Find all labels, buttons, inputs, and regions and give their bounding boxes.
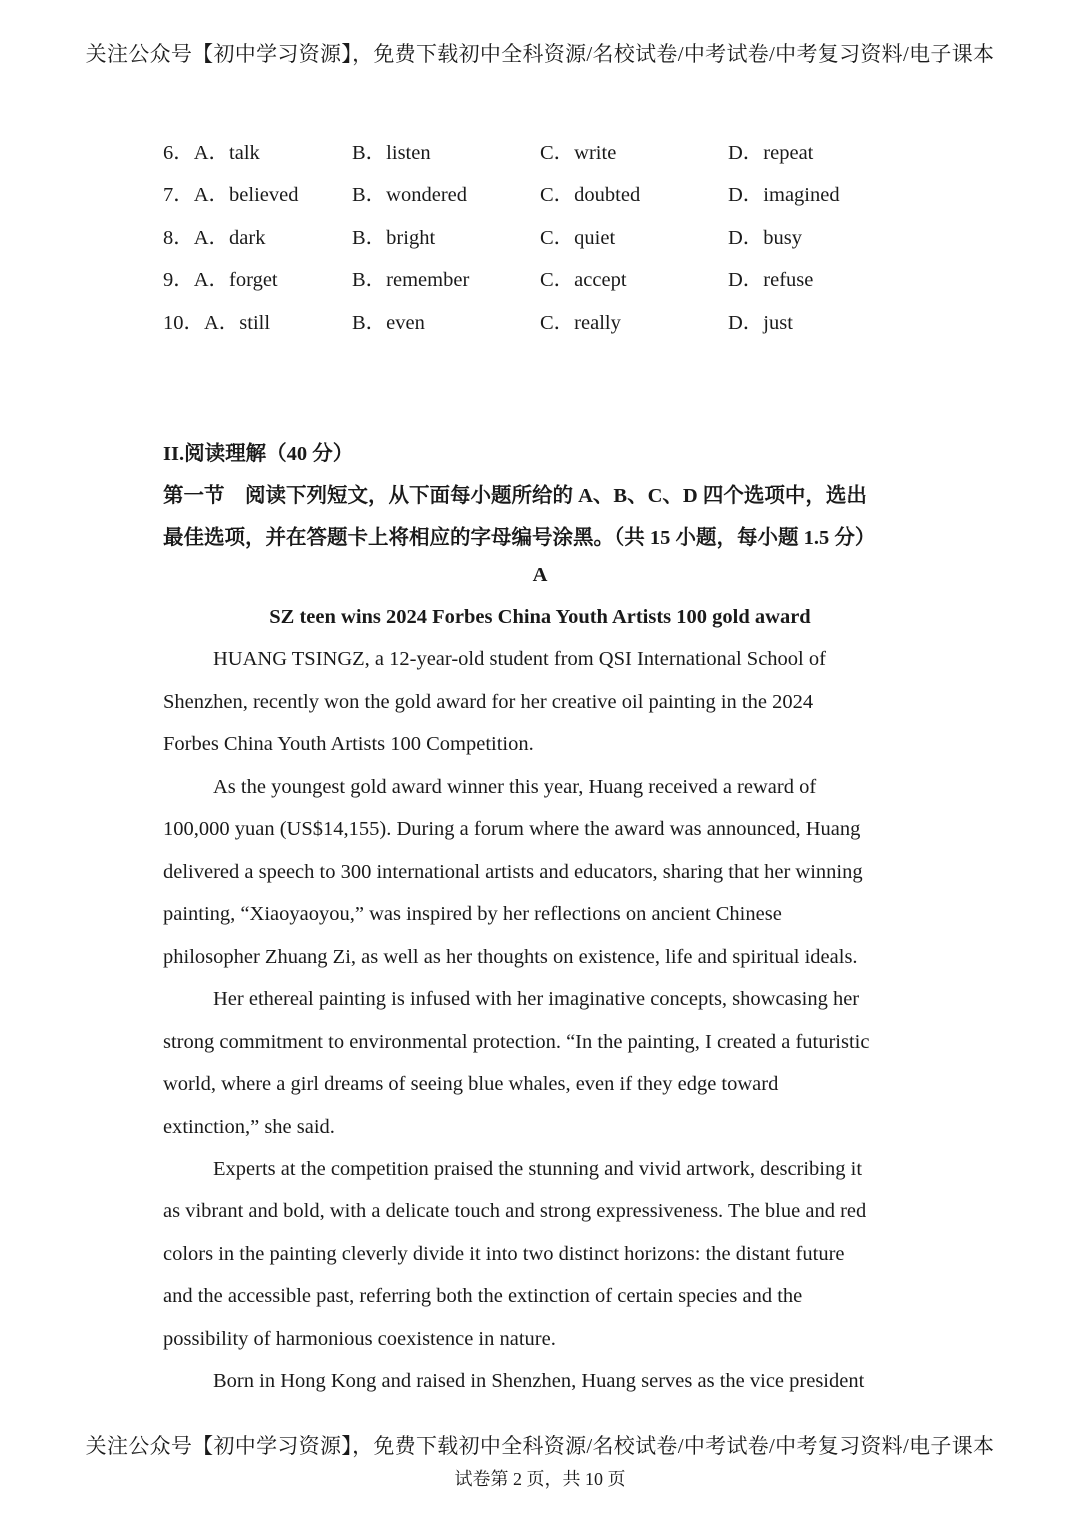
option-row-7 [163, 179, 923, 221]
option-c: C．quiet [540, 226, 616, 249]
option-d: D．busy [728, 226, 803, 249]
passage-line: painting, “Xiaoyaoyou,” was inspired by her reflections on ancient Chinese [163, 903, 782, 925]
section-instruction: 第一节 阅读下列短文，从下面每小题所给的 A、B、C、D 四个选项中，选出 [163, 485, 867, 507]
passage-line: Experts at the competition praised the stunning and vivid artwork, describing it [213, 1158, 863, 1180]
option-b: B．listen [352, 142, 431, 164]
option-c: C．doubted [540, 184, 641, 207]
footer-banner: 关注公众号【初中学习资源】，免费下载初中全科资源/名校试卷/中考试卷/中考复习资料/电子课本 [85, 1434, 995, 1458]
option-a: 8．A．dark [163, 226, 266, 249]
option-b: B．even [352, 311, 425, 334]
passage-label: A [532, 564, 548, 586]
passage-line: 100,000 yuan (US$14,155). During a forum where the award was announced, Huang [163, 818, 861, 840]
section-instruction: 最佳选项，并在答题卡上将相应的字母编号涂黑。（共 15 小题，每小题 1.5 分） [163, 527, 876, 549]
passage-line: Her ethereal painting is infused with her imaginative concepts, showcasing her [213, 988, 860, 1010]
passage-line: philosopher Zhuang Zi, as well as her thoughts on existence, life and spiritual ideals. [163, 946, 858, 968]
option-c: C．really [540, 311, 621, 334]
option-d: D．just [728, 311, 793, 334]
passage-line: As the youngest gold award winner this year, Huang received a reward of [213, 776, 817, 798]
option-b: B．remember [352, 269, 470, 292]
option-c: C．accept [540, 269, 627, 292]
passage-line: colors in the painting cleverly divide it into two distinct horizons: the distant future [163, 1243, 845, 1265]
option-a: 7．A．believed [163, 184, 299, 207]
option-row-6 [163, 137, 923, 179]
passage-line: extinction,” she said. [163, 1116, 335, 1138]
option-d: D．repeat [728, 142, 814, 164]
option-a: 9．A．forget [163, 269, 278, 292]
passage-line: Born in Hong Kong and raised in Shenzhen, Huang serves as the vice president [213, 1370, 865, 1392]
passage-line: Shenzhen, recently won the gold award for her creative oil painting in the 2024 [163, 691, 814, 713]
passage-line: possibility of harmonious coexistence in nature. [163, 1328, 556, 1350]
option-a: 6．A．talk [163, 142, 260, 164]
section-heading: II.阅读理解（40 分） [163, 443, 354, 465]
option-c: C．write [540, 142, 617, 164]
passage-line: and the accessible past, referring both the extinction of certain species and the [163, 1285, 803, 1307]
passage-line: delivered a speech to 300 international artists and educators, sharing that her winning [163, 861, 863, 883]
option-row-10 [163, 307, 923, 349]
header-banner: 关注公众号【初中学习资源】，免费下载初中全科资源/名校试卷/中考试卷/中考复习资料/电子课本 [85, 42, 995, 66]
option-row-8 [163, 222, 923, 264]
answer-options [163, 137, 923, 349]
passage-line: world, where a girl dreams of seeing blue whales, even if they edge toward [163, 1073, 779, 1095]
option-d: D．refuse [728, 269, 814, 292]
option-d: D．imagined [728, 184, 840, 207]
passage-line: as vibrant and bold, with a delicate touch and strong expressiveness. The blue and red [163, 1200, 867, 1222]
option-row-9 [163, 264, 923, 306]
page-number: 试卷第 2 页，共 10 页 [454, 1469, 626, 1489]
option-a: 10．A．still [163, 311, 271, 334]
option-b: B．wondered [352, 184, 468, 207]
passage-line: HUANG TSINGZ, a 12-year-old student from QSI International School of [213, 648, 826, 670]
passage-line: Forbes China Youth Artists 100 Competition. [163, 733, 534, 755]
passage-title: SZ teen wins 2024 Forbes China Youth Artists 100 gold award [269, 606, 811, 628]
option-b: B．bright [352, 226, 436, 249]
passage-line: strong commitment to environmental protection. “In the painting, I created a futuristic [163, 1031, 870, 1053]
